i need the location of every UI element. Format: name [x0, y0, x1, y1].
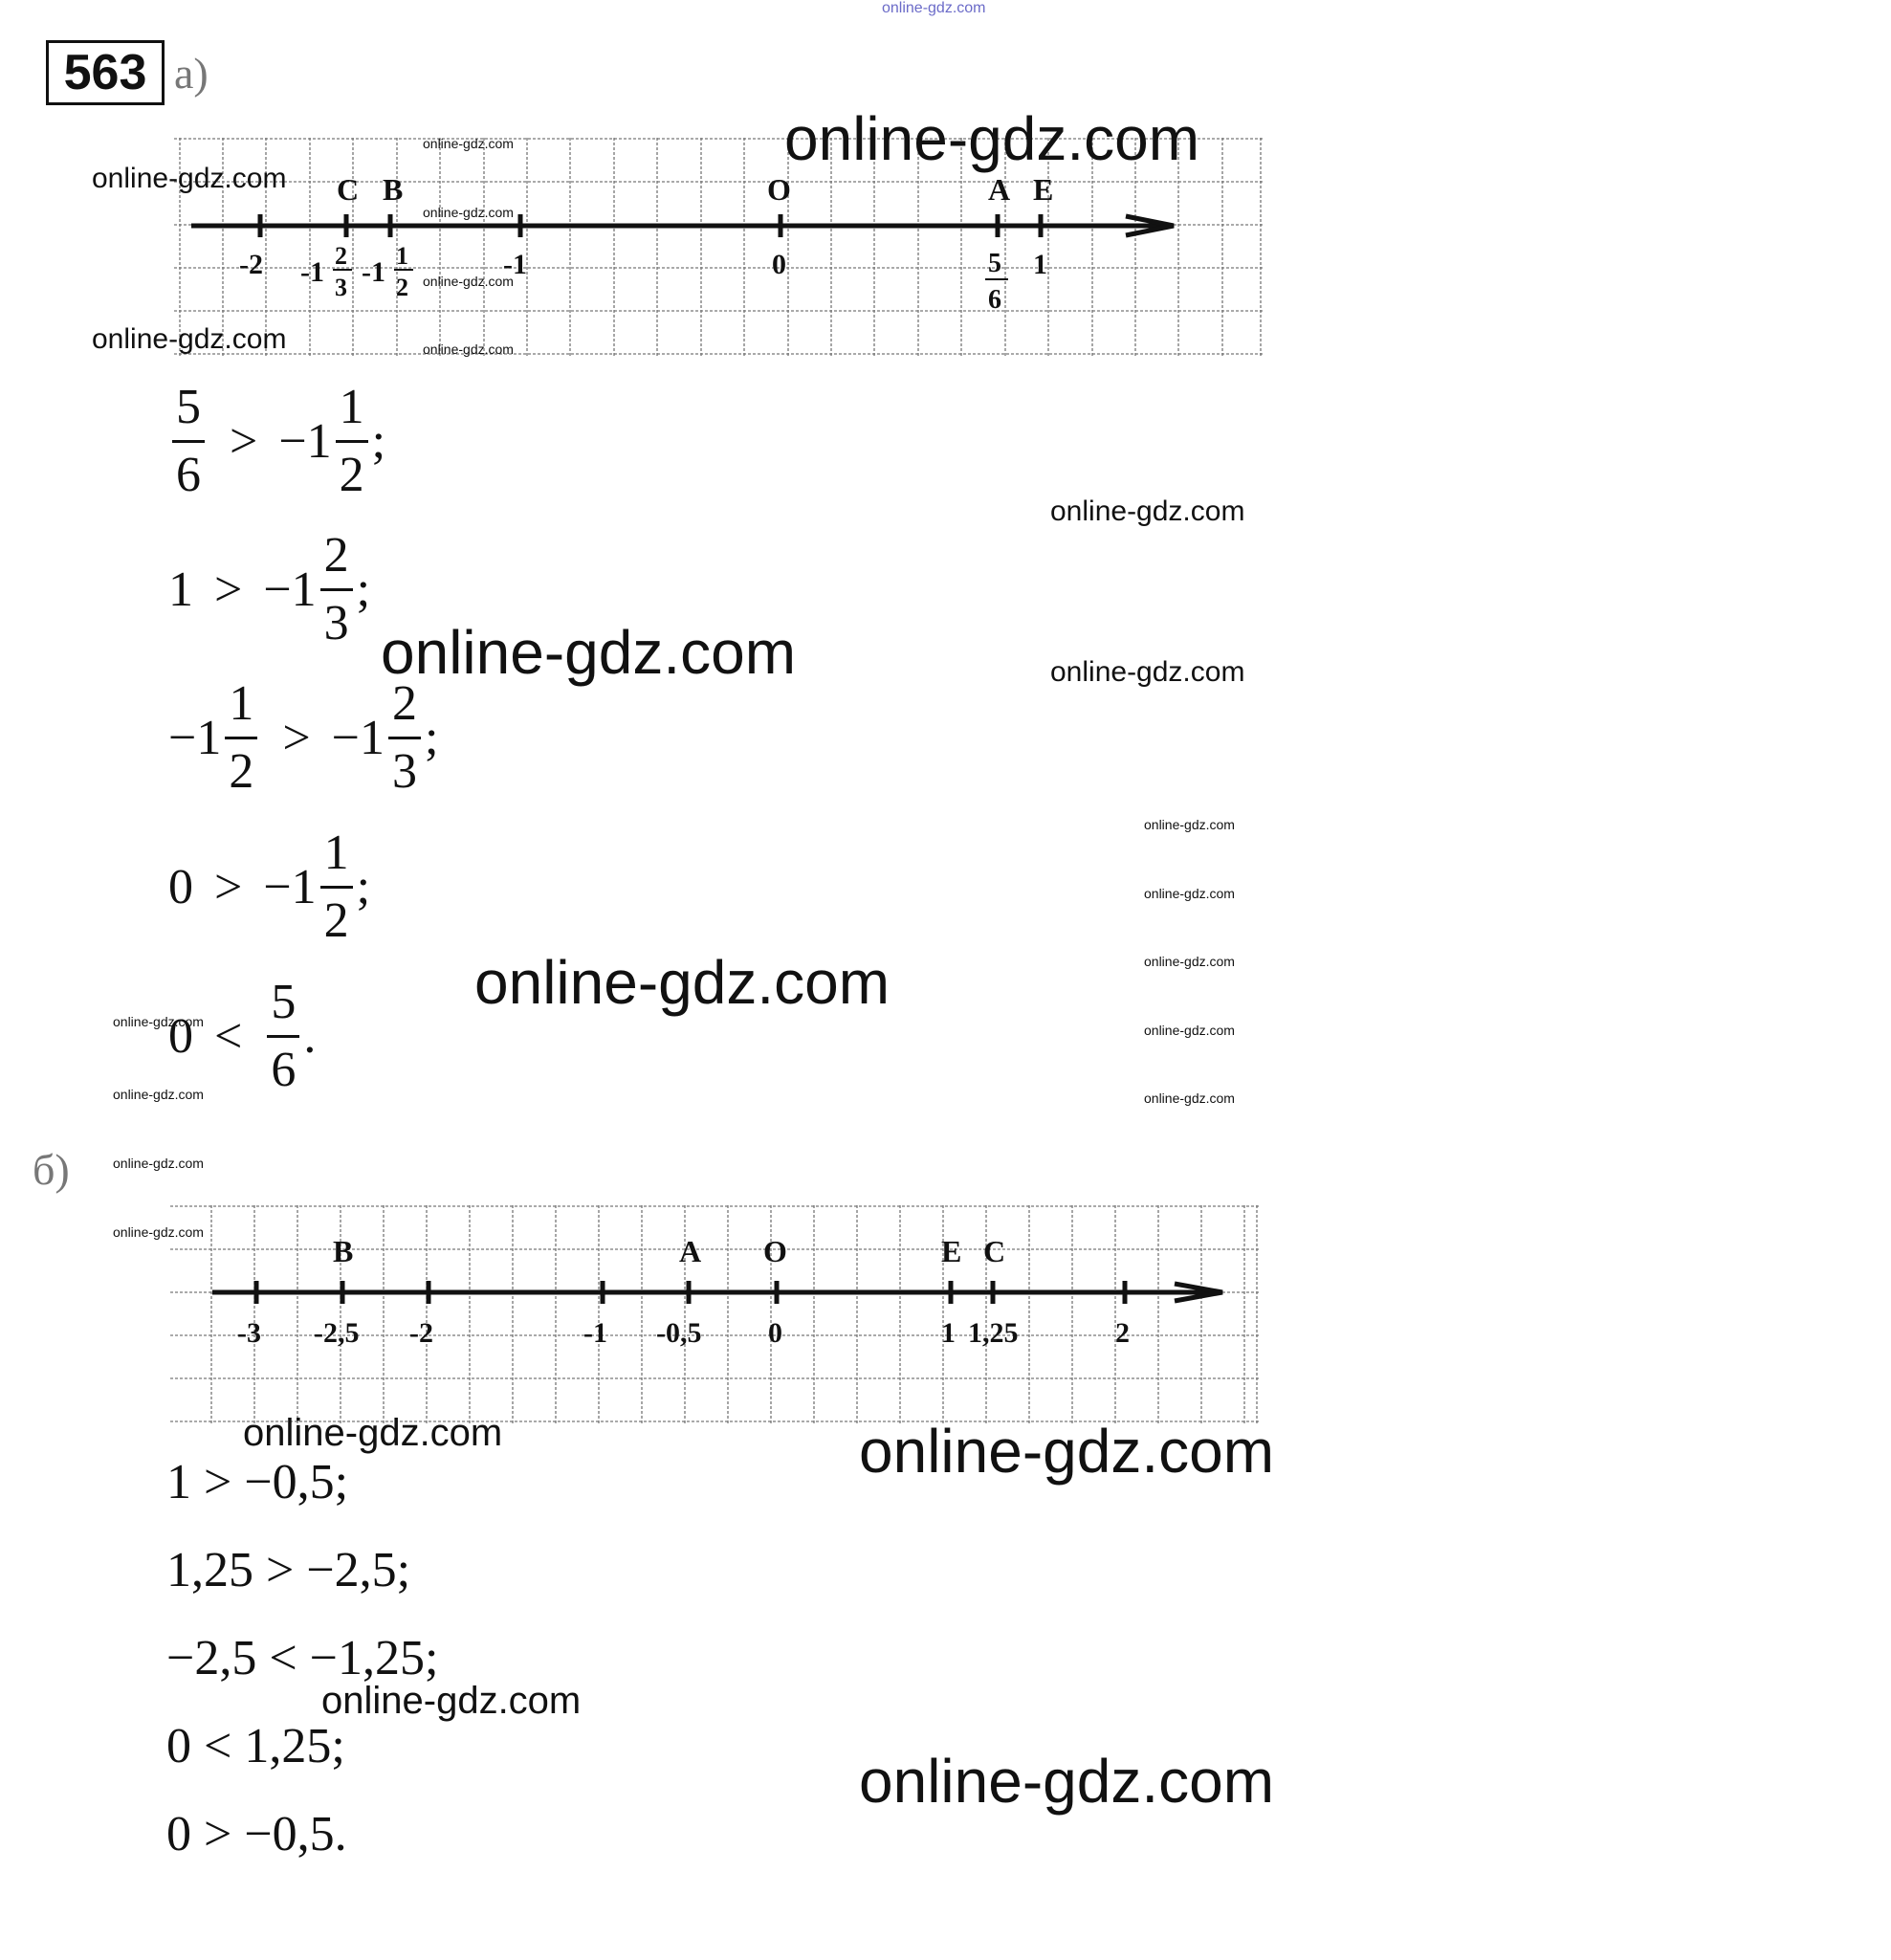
point-e-label: E [1033, 172, 1054, 207]
inequality-b-4: 0 < 1,25; [166, 1719, 345, 1773]
ineq-a3-left-num: 1 [229, 676, 254, 731]
watermark: online-gdz.com [859, 1747, 1274, 1816]
ineq-a4-right-num: 1 [323, 826, 349, 880]
point-b-label-b: B [333, 1234, 354, 1268]
watermark: online-gdz.com [381, 618, 796, 687]
ineq-a2-left: 1 [168, 562, 193, 617]
ineq-a3-left-sign: −1 [168, 711, 222, 765]
inequality-b-2: 1,25 > −2,5; [166, 1543, 411, 1597]
ineq-a2-right-sign: −1 [263, 562, 317, 617]
tick-label-a-num: 5 [988, 249, 1001, 278]
tick-label-b-whole: -1 [362, 256, 385, 288]
tick-label-one: 1 [1033, 249, 1047, 280]
point-o-label-b: O [763, 1234, 787, 1268]
ineq-a3-right-den: 3 [388, 737, 421, 797]
inequality-a-5 [168, 975, 317, 1097]
ineq-a5-right-den: 6 [267, 1035, 299, 1095]
ineq-a4-left: 0 [168, 860, 193, 914]
ineq-a5-end: . [303, 1009, 317, 1064]
ineq-a5-op: < [214, 1009, 243, 1064]
point-e-label-b: E [941, 1234, 962, 1268]
ineq-a1-left-den: 6 [172, 440, 205, 500]
ineq-a1-left-num: 5 [176, 380, 201, 434]
tick-label-b-minus-2: -2 [409, 1317, 433, 1349]
part-b-label: б) [33, 1145, 70, 1194]
point-c-label-b: C [983, 1234, 1006, 1268]
watermark: online-gdz.com [423, 205, 514, 220]
watermark: online-gdz.com [92, 163, 287, 194]
tick-label-minus-1: -1 [503, 249, 527, 280]
ineq-a4-end: ; [356, 860, 371, 914]
watermark: online-gdz.com [1144, 954, 1235, 969]
ineq-a2-end: ; [356, 562, 371, 617]
ineq-a2-right-den: 3 [320, 588, 353, 649]
tick-label-minus-2: -2 [239, 249, 263, 280]
ineq-a1-right-den: 2 [336, 440, 368, 500]
inequality-a-3 [168, 676, 439, 799]
task-number: 563 [46, 40, 165, 105]
ineq-a4-op: > [214, 860, 243, 914]
inequality-b-1: 1 > −0,5; [166, 1455, 349, 1509]
tick-label-b-minus-3: -3 [237, 1317, 261, 1349]
inequality-b-5: 0 > −0,5. [166, 1807, 347, 1861]
ineq-a1-right-num: 1 [339, 380, 364, 434]
watermark: online-gdz.com [113, 1224, 204, 1240]
tick-label-b-zero: 0 [768, 1317, 782, 1349]
tick-label-b-1-25: 1,25 [968, 1317, 1019, 1349]
ineq-a2-op: > [214, 562, 243, 617]
tick-label-b-num: 1 [396, 242, 408, 270]
ineq-a4-right-den: 2 [320, 886, 353, 946]
inequality-b-3: −2,5 < −1,25; [166, 1631, 439, 1685]
point-a-label-b: A [679, 1234, 702, 1268]
watermark: online-gdz.com [1144, 817, 1235, 832]
inequality-a-1 [168, 380, 386, 502]
point-b-label: B [383, 172, 404, 207]
ineq-a2-right-num: 2 [323, 528, 349, 583]
tick-label-c-den: 3 [335, 274, 347, 301]
tick-label-b-den: 2 [396, 274, 408, 301]
watermark: online-gdz.com [859, 1417, 1274, 1486]
tick-label-b-one: 1 [941, 1317, 956, 1349]
watermark: online-gdz.com [423, 136, 514, 151]
ineq-a3-right-num: 2 [391, 676, 417, 731]
number-line-b [170, 1205, 1261, 1427]
watermark: online-gdz.com [92, 323, 287, 355]
tick-label-zero: 0 [772, 249, 786, 280]
ineq-a3-left-den: 2 [225, 737, 257, 797]
ineq-a1-end: ; [371, 414, 386, 469]
inequality-a-2 [168, 528, 371, 650]
point-c-label: C [337, 172, 360, 207]
watermark: online-gdz.com [784, 104, 1199, 173]
watermark: online-gdz.com [1144, 886, 1235, 901]
watermark: online-gdz.com [113, 1156, 204, 1171]
top-watermark: online-gdz.com [882, 0, 986, 16]
watermark: online-gdz.com [1144, 1090, 1235, 1106]
watermark: online-gdz.com [1050, 656, 1245, 688]
watermark: online-gdz.com [321, 1680, 582, 1722]
watermark: online-gdz.com [243, 1412, 503, 1454]
ineq-a4-right-sign: −1 [263, 860, 317, 914]
tick-label-b-minus-2-5: -2,5 [314, 1317, 360, 1349]
tick-label-c-whole: -1 [300, 256, 324, 288]
watermark: online-gdz.com [1050, 496, 1245, 527]
ineq-a5-left: 0 [168, 1009, 193, 1064]
watermark: online-gdz.com [1144, 1023, 1235, 1038]
ineq-a1-right-sign: −1 [278, 414, 332, 469]
tick-label-c-num: 2 [335, 242, 347, 270]
tick-label-b-minus-0-5: -0,5 [656, 1317, 702, 1349]
tick-label-a-den: 6 [988, 285, 1001, 315]
watermark: online-gdz.com [423, 274, 514, 289]
ineq-a5-right-num: 5 [271, 975, 297, 1029]
point-a-label: A [988, 172, 1011, 207]
ineq-a3-op: > [282, 711, 311, 765]
ineq-a3-end: ; [424, 711, 439, 765]
watermark: online-gdz.com [113, 1087, 204, 1102]
watermark: online-gdz.com [113, 1014, 204, 1029]
ineq-a1-op: > [230, 414, 258, 469]
tick-label-b-two: 2 [1115, 1317, 1130, 1349]
ineq-a3-right-sign: −1 [331, 711, 385, 765]
watermark: online-gdz.com [474, 948, 890, 1017]
part-a-label: а) [174, 49, 209, 98]
point-o-label: O [767, 172, 791, 207]
tick-label-b-minus-1: -1 [583, 1317, 607, 1349]
watermark: online-gdz.com [423, 341, 514, 357]
inequality-a-4 [168, 828, 370, 946]
